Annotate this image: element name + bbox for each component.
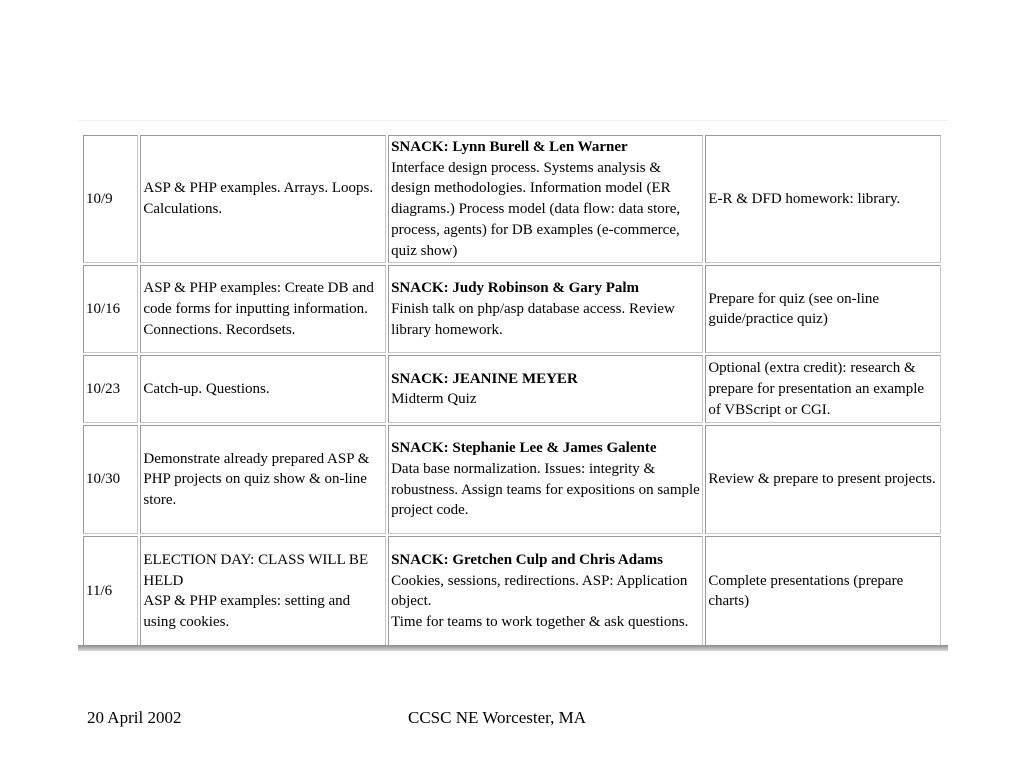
homework-cell: Optional (extra credit): research & prepare for presentation an example of VBScript or CGI.	[705, 355, 941, 423]
schedule-screenshot	[78, 120, 948, 651]
table-row	[83, 425, 941, 534]
notes-text-extra: Time for teams to work together & ask questions.	[391, 613, 689, 630]
table-row	[83, 536, 941, 645]
snack-label: SNACK: Gretchen Culp and Chris Adams	[391, 551, 663, 568]
snack-label: SNACK: Stephanie Lee & James Galente	[391, 440, 657, 457]
notes-cell	[388, 425, 703, 534]
table-row	[83, 355, 941, 423]
footer-conference: CCSC NE Worcester, MA	[408, 708, 587, 727]
snack-label: SNACK: Judy Robinson & Gary Palm	[391, 280, 640, 297]
footer-date: 20 April 2002	[87, 708, 182, 727]
table-row	[83, 265, 941, 353]
notes-text: Midterm Quiz	[391, 391, 477, 408]
date-cell: 10/16	[83, 265, 138, 353]
schedule-table	[81, 133, 943, 645]
notes-cell	[388, 536, 703, 645]
topic-cell: Catch-up. Questions.	[140, 355, 386, 423]
election-day-notice: ELECTION DAY: CLASS WILL BE HELD	[143, 551, 369, 589]
topic-cell: ASP & PHP examples: Create DB and code forms for inputting information. Connections. Recordsets.	[140, 265, 386, 353]
homework-cell: Complete presentations (prepare charts)	[705, 536, 941, 645]
topic-cell: Demonstrate already prepared ASP & PHP projects on quiz show & on-line store.	[140, 425, 386, 534]
notes-text: Cookies, sessions, redirections. ASP: Application object.	[391, 572, 688, 610]
notes-cell	[388, 265, 703, 353]
date-cell: 10/9	[83, 135, 138, 263]
notes-cell	[388, 355, 703, 423]
topic-cell	[140, 536, 386, 645]
snack-label: SNACK: Lynn Burell & Len Warner	[391, 139, 628, 155]
date-cell: 10/23	[83, 355, 138, 423]
topic-text: ASP & PHP examples: setting and using cookies.	[143, 593, 351, 630]
snack-label: SNACK: JEANINE MEYER	[391, 370, 578, 387]
date-cell: 10/30	[83, 425, 138, 534]
homework-cell: Prepare for quiz (see on-line guide/practice quiz)	[705, 265, 941, 353]
notes-cell	[388, 135, 703, 263]
table-row	[83, 135, 941, 263]
homework-cell: E-R & DFD homework: library.	[705, 135, 941, 263]
homework-cell: Review & prepare to present projects.	[705, 425, 941, 534]
notes-text: Data base normalization. Issues: integrity & robustness. Assign teams for expositions on sample project code.	[391, 461, 700, 519]
notes-text: Interface design process. Systems analysis & design methodologies. Information model (ER diagrams.) Process model (data flow: data store, process, agents) for DB examples (e-commerce, quiz show)	[391, 159, 681, 259]
notes-text: Finish talk on php/asp database access. Review library homework.	[391, 300, 675, 338]
schedule-table-viewport	[81, 133, 943, 645]
topic-cell: ASP & PHP examples. Arrays. Loops. Calculations.	[140, 135, 386, 263]
window-bottom-edge	[78, 645, 948, 651]
date-cell: 11/6	[83, 536, 138, 645]
